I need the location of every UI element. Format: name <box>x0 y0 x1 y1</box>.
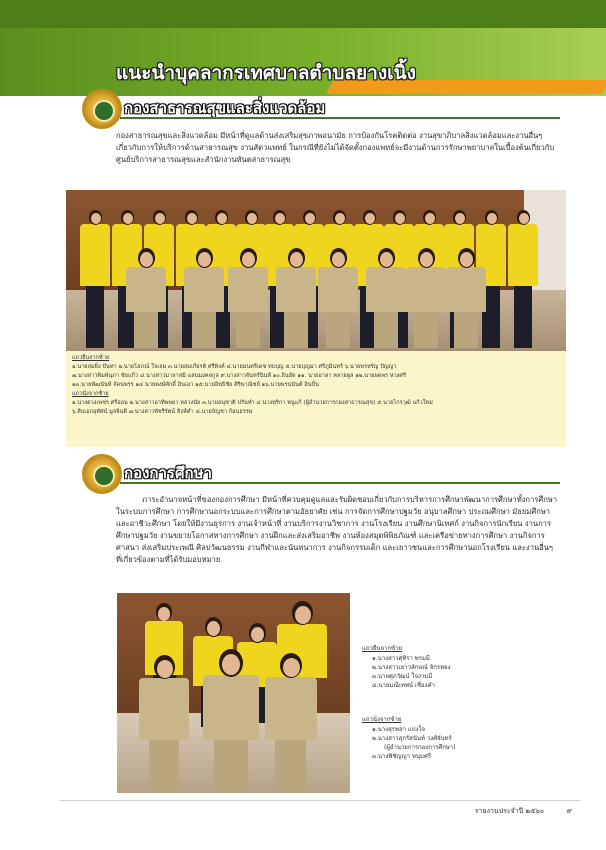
municipal-seal-icon <box>82 454 122 494</box>
municipal-seal-icon <box>82 89 122 129</box>
section1-body: กองสาธารณสุขและสิ่งแวดล้อม มีหน้าที่ดูแลด้านส่งเสริมสุขภาพอนามัย การป้องกันโรคติดต่อ งานสุขาภิบาลสิ่งแวดล้อมและงานอื่นๆ เกี่ยวกับการให้บริการด้านสาธารณสุข งานสัตวแพทย์ ในกรณีที่ยังไม่ได้จัดตั้งกองแพทย์จะมีงานด้านการรักษาพยาบาลในเบื้องต้นเกี่ยวกับศูนย์บริการสาธารณสุขและสำนักงานทันตสาธารณสุข <box>116 131 555 164</box>
section2-back-row-line: ๔.นายมณีเทพน์ เชื่องคำ <box>372 682 435 689</box>
page-number: ๙ <box>566 807 572 815</box>
photo-person <box>139 655 189 793</box>
section2-group-photo <box>117 593 350 793</box>
photo-person <box>406 248 446 348</box>
photo-person <box>228 248 268 348</box>
photo-person <box>80 210 110 348</box>
section1-back-row-line: ๗.นางสาวพิมพ์นุภา ชัยแก้ว ๘.นางสาวมาลาสมิ แสนมงคลกูล ๙.นางสาวจันทร์นินท์ ๑๐.อินยัด ๑๑. นายอาลา หลายผูล ๑๒.นายผดพร หวงศรี <box>72 373 406 379</box>
section2-front-row-line: ๒.นางสาวสุกรัสนันท์ วงศ์จันทร์ <box>372 735 452 742</box>
section2-divider <box>120 482 560 484</box>
photo-person <box>265 653 317 793</box>
section1-front-row-line: ๖.สิบเอกอุทัศน์ มูลจินตี ๗.นางสาวพัชรีรัตน์ สิงห์คำ ๘.นายบัญชา ก้อนธรรม <box>72 409 253 415</box>
photo-person <box>446 248 486 348</box>
photo-person <box>126 248 166 348</box>
section1-title: กองสาธารณสุขและสิ่งแวดล้อม <box>124 99 326 117</box>
section2-front-row-line: (ผู้อำนวยการกองการศึกษา) <box>384 744 456 751</box>
section1-front-row-line: ๑.นางตวงเพชร ศรีอ่อน ๒.นางสาวอาทิพพยา หลวงนัย ๓.นายอนุชาติ ปรันทำ ๔.นางทุริกา หนูแก้ (ผู้อำนวยการกองสาธารณสุข) ๕.นายไกรวุฒิ แก้วใหม่ <box>72 400 433 406</box>
photo-person <box>318 248 358 348</box>
photo-person <box>184 248 224 348</box>
section2-back-row-line: ๓.นายศุภวัฒน์ ใจงามมี <box>372 673 433 680</box>
section2-front-row-heading: แถวนั่งจากซ้าย <box>362 716 402 723</box>
section1-front-row-heading: แถวนั่งจากซ้าย <box>72 391 109 397</box>
section2-front-row-line: ๑.นางสุรพลา แปงใจ <box>372 726 425 733</box>
section2-title: กองการศึกษา <box>124 464 212 482</box>
section1-back-row-heading: แถวยืนจากซ้าย <box>72 355 110 361</box>
section1-group-photo <box>66 190 566 351</box>
section2-back-row-line: ๑.นางสาวศุทิรา พรมมี <box>372 655 430 662</box>
footer-report-title: รายงานประจำปี ๒๕๖๐ <box>474 807 544 815</box>
section1-back-row-line: ๑.นายสมยิ่ง ปันทา ๒.นายโสภณ์ ใจเลม ๓.นายสมเกียรติ ศรีพิงค์ ๔.นายมนตรีเดช ทบบุญ ๕.นายบุญมา ศรีภูมินทร์ ๖.นายพรหรัญ ปัญญา <box>72 364 397 370</box>
section2-back-row-heading: แถวยืนจากซ้าย <box>362 645 402 652</box>
footer-rule <box>60 800 580 801</box>
section1-divider <box>120 117 560 119</box>
photo-person <box>276 248 316 348</box>
photo-person <box>366 248 406 348</box>
section2-front-row-line: ๓.นางพิชัญญา หนุ่มศรี <box>372 753 431 760</box>
page-heading: แนะนำบุคลากรเทศบาลตำบลยางเนิ้ง <box>116 62 416 84</box>
top-banner-dark-strip <box>0 0 606 28</box>
section1-caption-box <box>66 351 566 447</box>
section2-body: ภาระอำนาจหน้าที่ของกองการศึกษา มีหน้าที่ควบคุมดูแลและรับผิดชอบเกี่ยวกับการบริหารการศึกษาพัฒนาการศึกษาทั้งการศึกษาในระบบการศึกษา การศึกษานอกระบบและการศึกษาตามอัธยาศัย เช่น การจัดการศึกษาปฐมวัย อนุบาลศึกษา ประถมศึกษา มัธยมศึกษาและอาชีวะศึกษา โดยให้มีงานธุรการ งานเจ้าหน้าที่ งานบริการงานวิชาการ งานโรงเรียน งานศึกษานิเทศก์ งานกิจการนักเรียน งานการศึกษาปฐมวัย งานขยายโอกาสทางการศึกษา งานฝึกและส่งเสริมอาชีพ งานห้องสมุดพิพิธภัณฑ์ และเครือข่ายทางการศึกษา งานกิจการศาสนา ส่งเสริมประเพณี ศิลปวัฒนธรรม งานกีฬาและนันทนาการ งานกิจกรรมเด็ก และเยาวชนและการศึกษานอกโรงเรียน และงานอื่นๆ ที่เกี่ยวข้องตามที่ได้รับมอบหมาย <box>116 495 558 564</box>
photo-person <box>508 210 538 348</box>
section2-back-row-line: ๒.นางสาวเยาวลักษณ์ จักรทอง <box>372 664 451 671</box>
section1-back-row-line: ๑๓.นายพัฒนันท์ จัดนพรร ๑๔.นายพงษ์ศักดิ์ อินเอา ๑๕.นายอิทธิชัย ศิริพาณิชย์ ๑๖.นายพรนนันต์ อินปั๋น <box>72 382 319 388</box>
photo-person <box>203 649 259 793</box>
